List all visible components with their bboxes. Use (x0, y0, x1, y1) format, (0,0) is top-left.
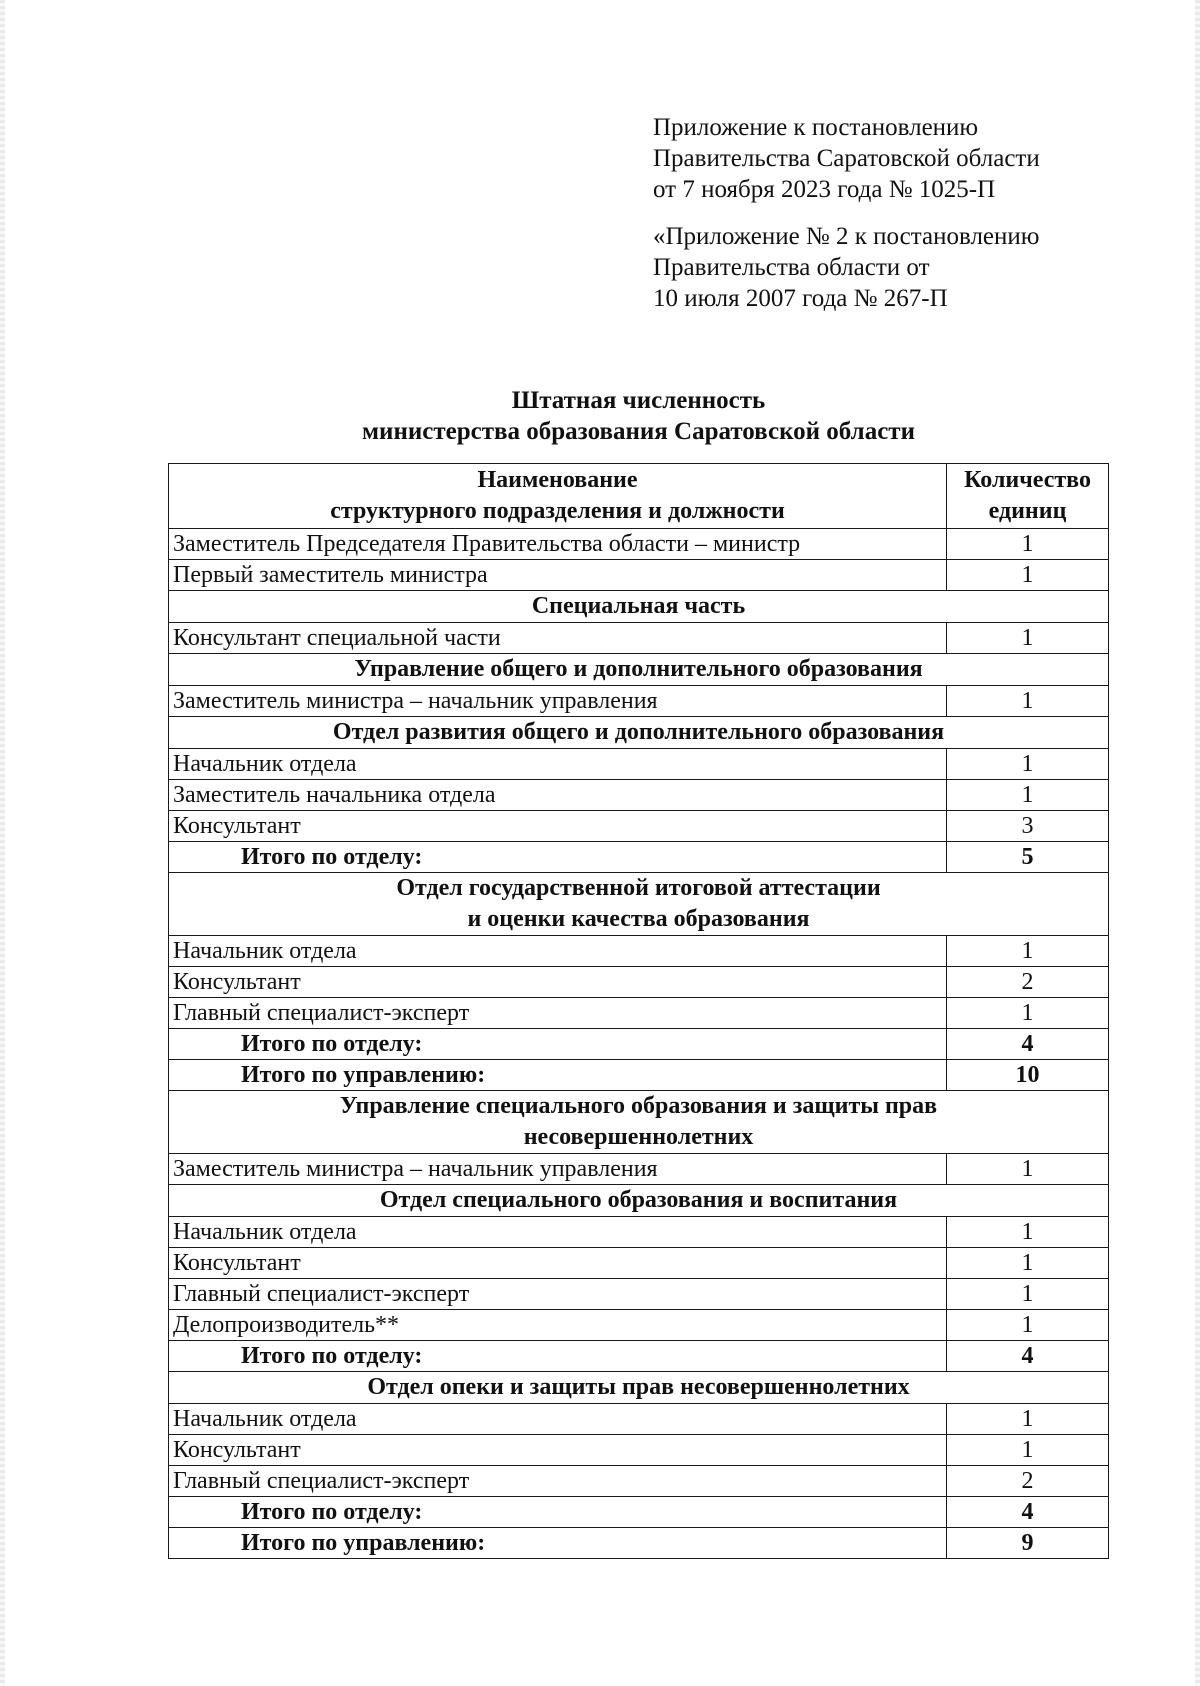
position-name: Консультант специальной части (169, 623, 947, 654)
section-header-row (169, 654, 1109, 686)
section-title: Специальная часть (169, 591, 1109, 623)
section-title: Управление специального образования и защиты прав несовершеннолетних (169, 1091, 1109, 1154)
table-row (169, 1466, 1109, 1497)
position-qty: 1 (947, 686, 1109, 717)
table-row (169, 686, 1109, 717)
position-name: Консультант (169, 811, 947, 842)
staff-table-body (169, 529, 1109, 1559)
section-title: Отдел специального образования и воспитания (169, 1185, 1109, 1217)
position-name: Начальник отдела (169, 936, 947, 967)
section-header-row (169, 873, 1109, 936)
position-name: Заместитель Председателя Правительства области – министр (169, 529, 947, 560)
section-title: Отдел развития общего и дополнительного образования (169, 717, 1109, 749)
position-qty: 2 (947, 1466, 1109, 1497)
title-line: министерства образования Саратовской области (362, 418, 915, 445)
staff-table (168, 463, 1109, 1559)
appendix-line: Приложение к постановлению (653, 114, 979, 141)
table-row (169, 560, 1109, 591)
position-qty: 1 (947, 749, 1109, 780)
appendix-reference (653, 112, 1040, 314)
appendix-line: Правительства Саратовской области (653, 145, 1040, 172)
appendix-block-original (653, 221, 1040, 314)
total-row (169, 1341, 1109, 1372)
position-qty: 1 (947, 780, 1109, 811)
total-label: Итого по управлению: (169, 1528, 947, 1559)
table-row (169, 1404, 1109, 1435)
table-row (169, 811, 1109, 842)
total-value: 4 (947, 1341, 1109, 1372)
scan-edge-right (1195, 0, 1200, 1686)
total-value: 5 (947, 842, 1109, 873)
appendix-line: 10 июля 2007 года № 267-П (653, 285, 948, 312)
section-header-row (169, 1185, 1109, 1217)
position-name: Консультант (169, 967, 947, 998)
table-row (169, 998, 1109, 1029)
position-name: Заместитель министра – начальник управления (169, 1154, 947, 1185)
section-title: Управление общего и дополнительного образования (169, 654, 1109, 686)
position-qty: 1 (947, 560, 1109, 591)
position-qty: 1 (947, 1404, 1109, 1435)
total-row (169, 842, 1109, 873)
table-row (169, 1154, 1109, 1185)
position-name: Главный специалист-эксперт (169, 1279, 947, 1310)
section-header-row (169, 591, 1109, 623)
title-line: Штатная численность (511, 387, 766, 414)
column-header-qty: Количество единиц (947, 464, 1109, 529)
position-qty: 2 (947, 967, 1109, 998)
position-name: Начальник отдела (169, 1217, 947, 1248)
position-qty: 1 (947, 998, 1109, 1029)
total-row (169, 1528, 1109, 1559)
appendix-line: «Приложение № 2 к постановлению (653, 223, 1040, 250)
table-row (169, 1279, 1109, 1310)
total-value: 9 (947, 1528, 1109, 1559)
table-row (169, 1248, 1109, 1279)
table-row (169, 1310, 1109, 1341)
appendix-block-current (653, 112, 1040, 205)
position-name: Консультант (169, 1435, 947, 1466)
section-title: Отдел опеки и защиты прав несовершеннолетних (169, 1372, 1109, 1404)
position-name: Заместитель начальника отдела (169, 780, 947, 811)
section-header-row (169, 1372, 1109, 1404)
appendix-line: Правительства области от (653, 254, 930, 281)
table-row (169, 780, 1109, 811)
position-name: Делопроизводитель** (169, 1310, 947, 1341)
position-qty: 1 (947, 1435, 1109, 1466)
section-title: Отдел государственной итоговой аттестации и оценки качества образования (169, 873, 1109, 936)
table-header-row (169, 464, 1109, 529)
table-row (169, 1217, 1109, 1248)
table-row (169, 1435, 1109, 1466)
position-name: Главный специалист-эксперт (169, 998, 947, 1029)
table-row (169, 749, 1109, 780)
position-name: Главный специалист-эксперт (169, 1466, 947, 1497)
scan-edge-left (0, 0, 5, 1686)
section-header-row (169, 1091, 1109, 1154)
position-qty: 1 (947, 1154, 1109, 1185)
appendix-line: от 7 ноября 2023 года № 1025-П (653, 176, 996, 203)
table-row (169, 529, 1109, 560)
position-name: Начальник отдела (169, 1404, 947, 1435)
position-qty: 1 (947, 1248, 1109, 1279)
total-value: 4 (947, 1029, 1109, 1060)
document-title (168, 385, 1109, 447)
position-name: Первый заместитель министра (169, 560, 947, 591)
position-qty: 1 (947, 623, 1109, 654)
position-qty: 1 (947, 1217, 1109, 1248)
section-header-row (169, 717, 1109, 749)
total-label: Итого по отделу: (169, 1341, 947, 1372)
position-qty: 1 (947, 529, 1109, 560)
total-row (169, 1060, 1109, 1091)
total-value: 4 (947, 1497, 1109, 1528)
total-row (169, 1029, 1109, 1060)
column-header-name: Наименование структурного подразделения и должности (169, 464, 947, 529)
position-qty: 1 (947, 1279, 1109, 1310)
position-qty: 3 (947, 811, 1109, 842)
table-row (169, 936, 1109, 967)
position-name: Начальник отдела (169, 749, 947, 780)
position-qty: 1 (947, 1310, 1109, 1341)
position-qty: 1 (947, 936, 1109, 967)
total-row (169, 1497, 1109, 1528)
total-label: Итого по отделу: (169, 1497, 947, 1528)
total-value: 10 (947, 1060, 1109, 1091)
total-label: Итого по отделу: (169, 1029, 947, 1060)
total-label: Итого по управлению: (169, 1060, 947, 1091)
table-row (169, 623, 1109, 654)
position-name: Консультант (169, 1248, 947, 1279)
table-row (169, 967, 1109, 998)
position-name: Заместитель министра – начальник управления (169, 686, 947, 717)
total-label: Итого по отделу: (169, 842, 947, 873)
